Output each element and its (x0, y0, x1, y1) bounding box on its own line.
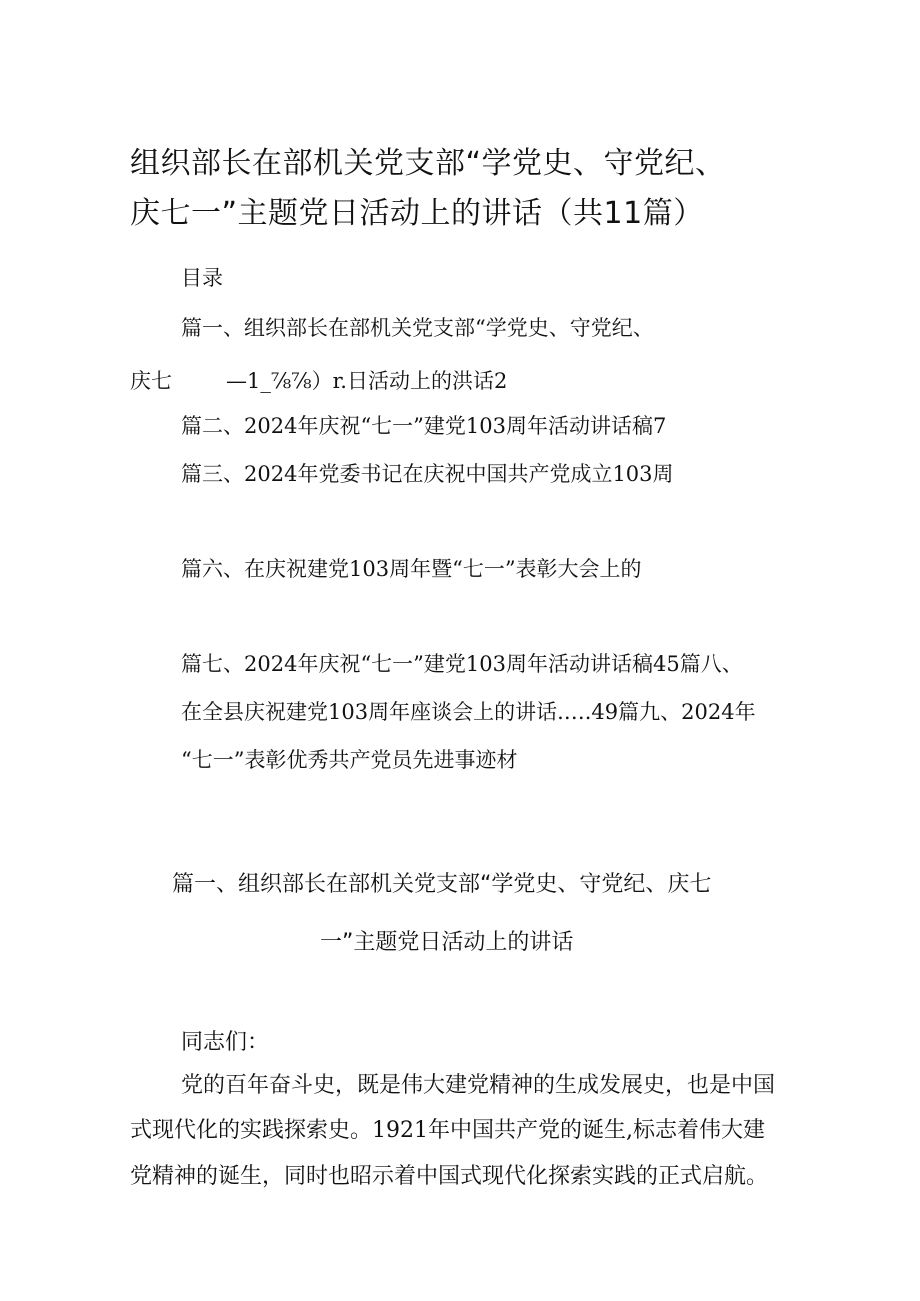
body-paragraph-line: 党精神的诞生，同时也昭示着中国式现代化探索实践的正式启航。 (130, 1164, 769, 1189)
document-title-line-1: 组织部长在部机关党支部“学党史、守党纪、 (130, 146, 726, 181)
toc-entry: 篇三、2024年党委书记在庆祝中国共产党成立103周 (181, 462, 674, 486)
toc-entry: 篇一、组织部长在部机关党支部“学党史、守党纪、 (181, 316, 654, 340)
toc-entry: 在全县庆祝建党103周年座谈会上的讲话.….49篇九、2024年 (181, 700, 756, 724)
section-title-line-1: 篇一、组织部长在部机关党支部“学党史、守党纪、庆七 (172, 872, 712, 897)
toc-entry: 庆七 (130, 369, 172, 393)
toc-entry: 篇七、2024年庆祝“七一”建党103周年活动讲话稿45篇八、 (181, 652, 743, 676)
toc-entry: 篇二、2024年庆祝“七一”建党103周年活动讲话稿7 (181, 414, 667, 438)
toc-heading: 目录 (181, 266, 223, 290)
toc-entry: 篇六、在庆祝建党103周年暨“七一”表彰大会上的 (181, 557, 642, 581)
document-title-line-2: 庆七一”主题党日活动上的讲话（共11篇） (130, 196, 704, 231)
toc-entry: —1_⅞⅞）r.日活动上的洪话2 (226, 369, 508, 393)
section-title-line-2: 一”主题党日活动上的讲话 (320, 930, 574, 955)
body-paragraph-line: 党的百年奋斗史，既是伟大建党精神的生成发展史，也是中国 (181, 1073, 776, 1098)
body-paragraph-line: 式现代化的实践探索史。1921年中国共产党的诞生,标志着伟大建 (130, 1118, 765, 1143)
salutation: 同志们： (181, 1030, 270, 1055)
toc-entry: “七一”表彰优秀共产党员先进事迹材 (181, 748, 518, 772)
